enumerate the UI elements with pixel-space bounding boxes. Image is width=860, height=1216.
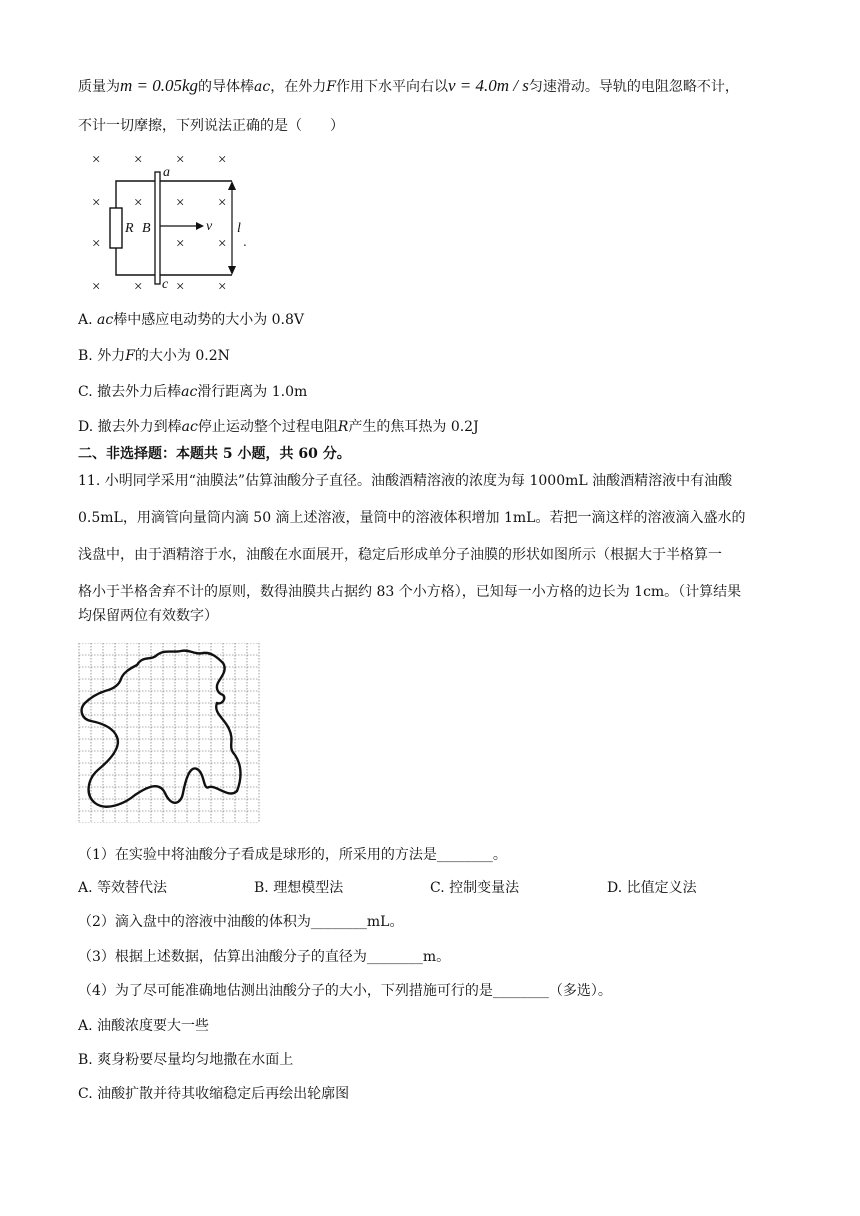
q11-sub2: （2）滴入盘中的溶液中油酸的体积为________mL。 [78,914,404,930]
label-v: v [206,219,213,234]
cross-mark: × [218,279,227,295]
q10-option-b: B. 外力F的大小为 0.2N [78,348,230,364]
cross-mark: × [218,152,227,168]
q10-option-a: A. ac棒中感应电动势的大小为 0.8V [78,312,305,328]
section-title: 二、非选择题：本题共 5 小题，共 60 分。 [78,446,351,462]
label-R: R [125,221,134,236]
cross-mark: × [176,279,185,295]
svg-text:.: . [243,235,247,249]
cross-mark: × [134,195,143,211]
q11-line: 0.5mL，用滴管向量筒内滴 50 滴上述溶液，量筒中的溶液体积增加 1mL。若把一滴这样的溶液滴入盛水的 [78,510,746,526]
option: C. 控制变量法 [430,880,520,896]
cross-mark: × [176,152,185,168]
q10-option-c: C. 撤去外力后棒ac滑行距离为 1.0m [78,384,308,400]
q11-line: 均保留两位有效数字） [78,608,218,624]
cross-mark: × [176,236,185,252]
label-c: c [162,277,169,292]
cross-mark: × [218,195,227,211]
q10-stem-line1: 质量为m = 0.05kg的导体棒ac，在外力F作用下水平向右以v = 4.0m / s匀速滑动。导轨的电阻忽略不计， [78,76,739,95]
q11-sub3: （3）根据上述数据，估算出油酸分子的直径为________m。 [78,949,451,965]
label-a: a [163,165,170,180]
q11-sub4: （4）为了尽可能准确地估测出油酸分子的大小，下列措施可行的是________（多选）。 [78,983,612,999]
q11-sub4-option-c: C. 油酸扩散并待其收缩稳定后再绘出轮廓图 [78,1086,350,1102]
cross-mark: × [134,152,143,168]
label-l: l [237,221,241,236]
option: D. 比值定义法 [607,880,697,896]
cross-mark: × [218,236,227,252]
resistor [110,208,122,248]
label-B: B [142,221,151,236]
cross-mark: × [92,279,101,295]
cross-mark: × [92,152,101,168]
cross-mark: × [92,195,101,211]
option: B. 理想模型法 [254,880,344,896]
oil-film-grid-figure [77,643,261,823]
conductor-bar [155,172,160,284]
q11-sub1: （1）在实验中将油酸分子看成是球形的，所采用的方法是________。 [78,847,507,863]
cross-mark: × [134,279,143,295]
cross-mark: × [92,236,101,252]
option: A. 等效替代法 [78,880,168,896]
velocity-arrow [196,222,204,230]
cross-mark: × [176,195,185,211]
q11-sub1-options [78,878,697,898]
mass-expression: m = 0.05kg [120,76,199,95]
velocity-expression: v = 4.0m / s [447,76,529,95]
q11-line: 11. 小明同学采用“油膜法”估算油酸分子直径。油酸酒精溶液的浓度为每 1000mL 油酸酒精溶液中有油酸 [78,473,733,489]
q11-line: 浅盘中，由于酒精溶于水，油酸在水面展开，稳定后形成单分子油膜的形状如图所示（根据大于半格算一 [78,547,722,563]
q11-sub4-option-b: B. 爽身粉要尽量均匀地撒在水面上 [78,1052,294,1068]
circuit-figure [84,150,254,298]
q10-stem-line2: 不计一切摩擦，下列说法正确的是（ ） [78,118,344,134]
q11-sub4-option-a: A. 油酸浓度要大一些 [78,1018,210,1034]
q11-line: 格小于半格舍弃不计的原则，数得油膜共占据约 83 个小方格），已知每一小方格的边长为 1cm。（计算结果 [78,584,742,600]
q10-option-d: D. 撤去外力到棒ac停止运动整个过程电阻R产生的焦耳热为 0.2J [78,419,479,435]
oil-film-outline [82,651,241,807]
